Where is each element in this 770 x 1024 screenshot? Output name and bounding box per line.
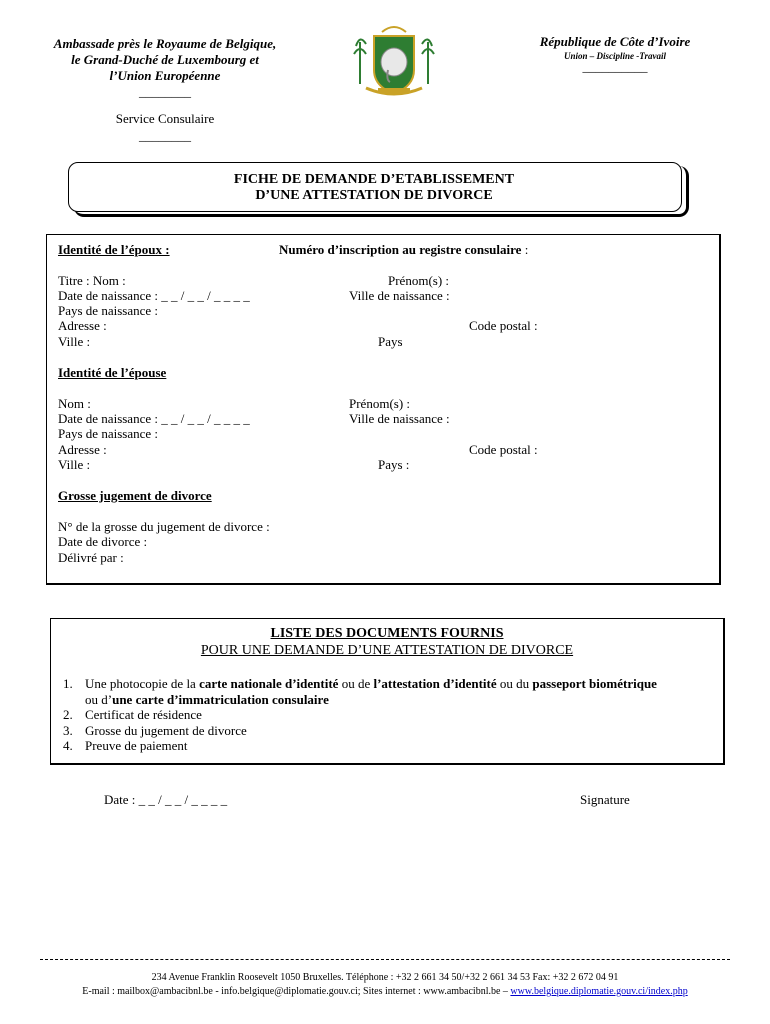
epouse-code-postal-field[interactable]: Code postal : bbox=[469, 442, 538, 457]
republic-motto: Union – Discipline -Travail bbox=[564, 51, 666, 61]
form-title bbox=[68, 172, 680, 204]
republic-rule: __________ bbox=[582, 59, 648, 74]
item-text bbox=[85, 676, 657, 707]
epoux-pays-field[interactable]: Pays bbox=[378, 334, 403, 349]
epoux-ville-naissance-field[interactable]: Ville de naissance : bbox=[349, 288, 450, 303]
embassy-line-1: Ambassade près le Royaume de Belgique, bbox=[53, 36, 277, 51]
documents-title: LISTE DES DOCUMENTS FOURNIS bbox=[270, 626, 504, 641]
embassy-rule: ________ bbox=[139, 84, 191, 99]
item-bold-part: l’attestation d’identité bbox=[373, 676, 497, 691]
epoux-pays-naissance-field[interactable]: Pays de naissance : bbox=[58, 303, 159, 318]
item-text: Grosse du jugement de divorce bbox=[85, 722, 247, 738]
service-consulaire bbox=[40, 110, 290, 144]
divorce-date-field[interactable]: Date de divorce : bbox=[58, 534, 148, 549]
embassy-header bbox=[40, 36, 290, 100]
epouse-ville-naissance-field[interactable]: Ville de naissance : bbox=[349, 411, 450, 426]
item-text-part: ou du bbox=[496, 676, 533, 691]
website-link[interactable]: www.belgique.diplomatie.gouv.ci/index.php bbox=[510, 986, 688, 997]
documents-subtitle: POUR UNE DEMANDE D’UNE ATTESTATION DE DIVORCE bbox=[200, 643, 574, 658]
footer-contact bbox=[0, 986, 770, 997]
footer-divider bbox=[40, 959, 730, 960]
list-item bbox=[63, 723, 713, 739]
epoux-ville-field[interactable]: Ville : bbox=[58, 334, 91, 349]
epouse-pays-naissance-field[interactable]: Pays de naissance : bbox=[58, 426, 159, 441]
republic-header bbox=[520, 34, 710, 75]
item-number: 1. bbox=[63, 676, 73, 691]
list-item bbox=[63, 738, 713, 754]
epouse-nom-field[interactable]: Nom : bbox=[58, 396, 91, 411]
epouse-date-naissance-field[interactable]: Date de naissance : _ _ / _ _ / _ _ _ _ bbox=[58, 411, 250, 426]
item-number: 3. bbox=[63, 722, 73, 738]
registre-colon: : bbox=[521, 242, 529, 257]
list-item bbox=[63, 707, 713, 723]
item-text-part: Une photocopie de la bbox=[85, 676, 200, 691]
delivre-par-field[interactable]: Délivré par : bbox=[58, 550, 124, 565]
item-bold-part: carte nationale d’identité bbox=[199, 676, 339, 691]
signature-field[interactable]: Signature bbox=[580, 792, 630, 807]
epouse-heading: Identité de l’épouse bbox=[58, 365, 167, 380]
grosse-heading: Grosse jugement de divorce bbox=[58, 488, 212, 503]
footer-address: 234 Avenue Franklin Roosevelt 1050 Bruxelles. Téléphone : +32 2 661 34 50/+32 2 661 34 53 Fax: +32 2 672 04 91 bbox=[151, 972, 619, 983]
epouse-ville-field[interactable]: Ville : bbox=[58, 457, 91, 472]
republic-title: République de Côte d’Ivoire bbox=[539, 34, 691, 49]
registre-field[interactable] bbox=[279, 242, 528, 257]
grosse-numero-field[interactable]: N° de la grosse du jugement de divorce : bbox=[58, 519, 270, 534]
epoux-heading: Identité de l’époux : bbox=[58, 242, 170, 257]
documents-list bbox=[63, 676, 713, 754]
item-text: Certificat de résidence bbox=[85, 707, 202, 722]
item-text: Preuve de paiement bbox=[85, 738, 188, 753]
item-bold-part: passeport biométrique bbox=[532, 676, 657, 691]
documents-section bbox=[50, 618, 725, 765]
epouse-adresse-field[interactable]: Adresse : bbox=[58, 442, 107, 457]
item-bold-part: une carte d’immatriculation consulaire bbox=[112, 691, 329, 707]
item-number: 2. bbox=[63, 707, 73, 722]
epouse-prenoms-field[interactable]: Prénom(s) : bbox=[349, 396, 411, 411]
coat-of-arms-emblem bbox=[352, 24, 436, 100]
list-item bbox=[63, 676, 713, 707]
footer-contact-text: E-mail : mailbox@ambacibnl.be - info.belgique@diplomatie.gouv.ci; Sites internet : www.ambacibnl.be – bbox=[82, 986, 511, 997]
embassy-line-2: le Grand-Duché de Luxembourg et bbox=[71, 52, 259, 67]
epoux-code-postal-field[interactable]: Code postal : bbox=[469, 318, 538, 333]
epoux-prenoms-field[interactable]: Prénom(s) : bbox=[388, 273, 450, 288]
form-title-line-1: FICHE DE DEMANDE D’ETABLISSEMENT bbox=[233, 172, 515, 187]
epouse-pays-field[interactable]: Pays : bbox=[378, 457, 410, 472]
item-number: 4. bbox=[63, 738, 73, 753]
embassy-line-3: l’Union Européenne bbox=[109, 68, 221, 83]
service-rule: ________ bbox=[139, 128, 191, 143]
item-text-part: ou d’ bbox=[85, 691, 113, 707]
form-title-line-2: D’UNE ATTESTATION DE DIVORCE bbox=[255, 188, 493, 203]
epoux-adresse-field[interactable]: Adresse : bbox=[58, 318, 107, 333]
date-field[interactable]: Date : _ _ / _ _ / _ _ _ _ bbox=[104, 792, 228, 807]
identity-section bbox=[46, 234, 721, 585]
item-text-part: ou de bbox=[338, 676, 374, 691]
service-label: Service Consulaire bbox=[115, 111, 215, 126]
epoux-titre-nom-field[interactable]: Titre : Nom : bbox=[58, 273, 126, 288]
epoux-date-naissance-field[interactable]: Date de naissance : _ _ / _ _ / _ _ _ _ bbox=[58, 288, 250, 303]
registre-label: Numéro d’inscription au registre consulaire bbox=[279, 242, 522, 257]
